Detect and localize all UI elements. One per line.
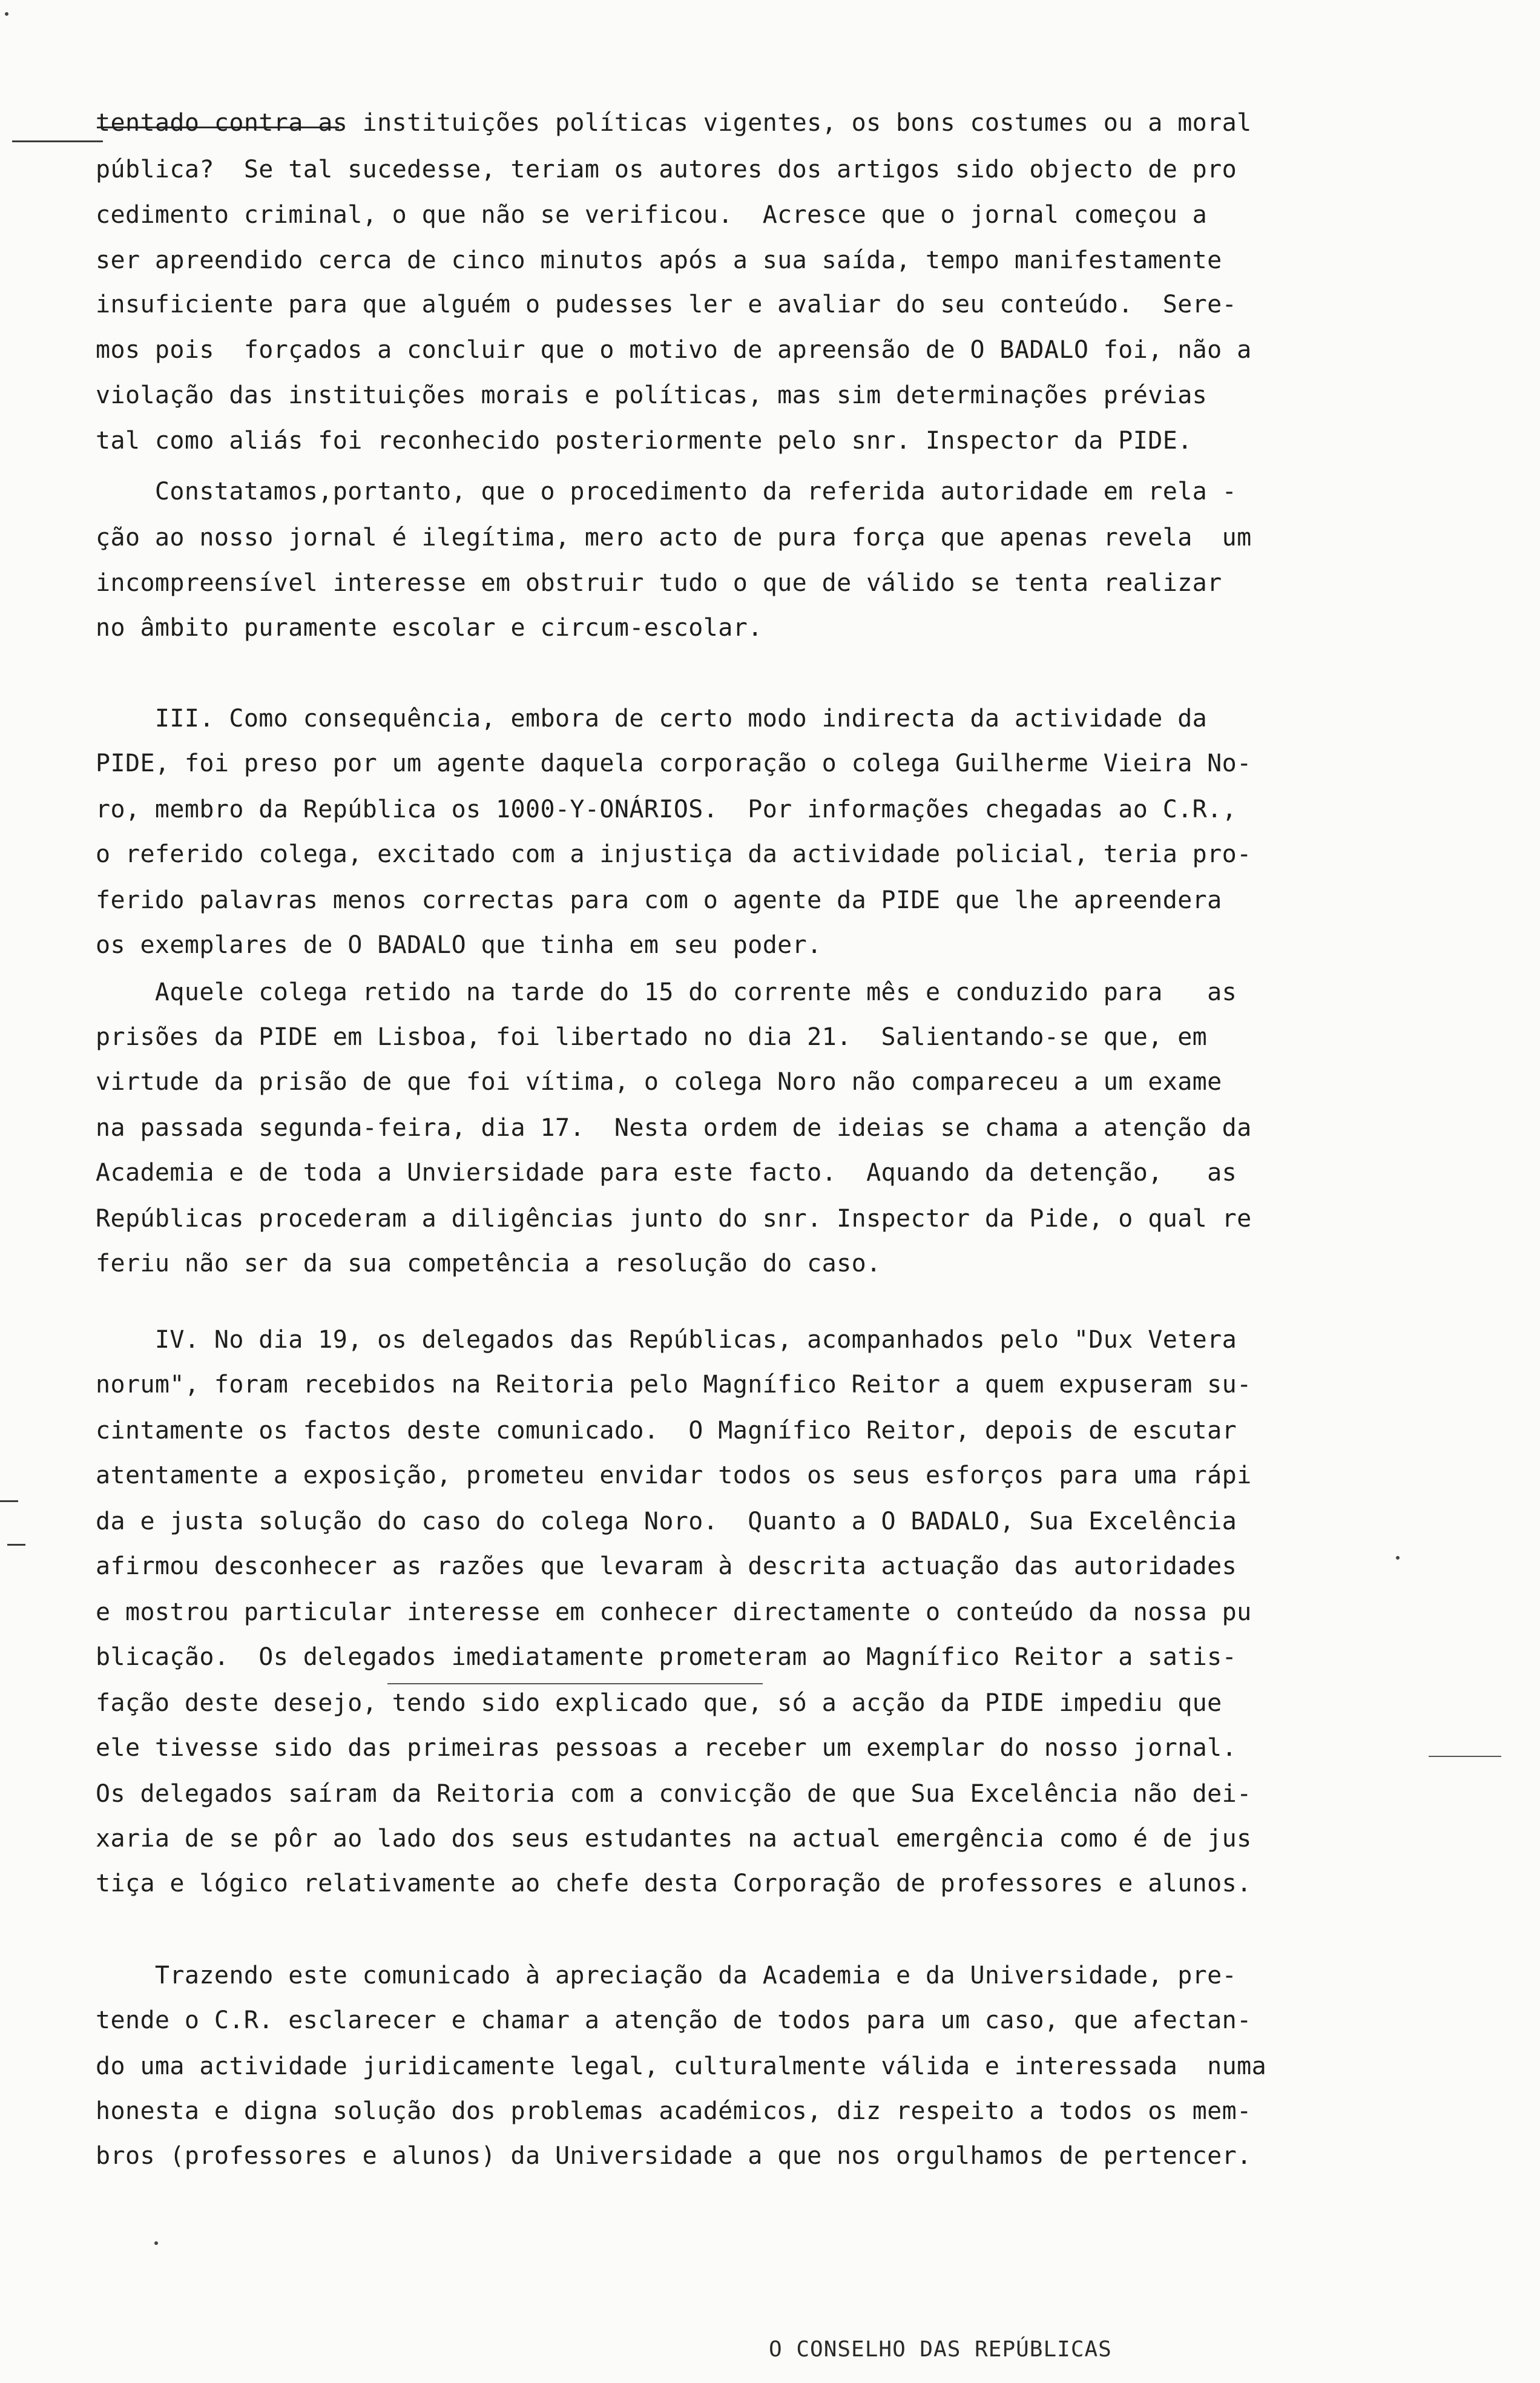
text-line: o referido colega, excitado com a injustiça da actividade policial, teria pro- <box>96 840 1252 868</box>
text-line: tende o C.R. esclarecer e chamar a atenção de todos para um caso, que afectan- <box>96 2006 1252 2034</box>
text-line: Constatamos,portanto, que o procedimento da referida autoridade em rela - <box>96 478 1237 506</box>
text-line: prisões da PIDE em Lisboa, foi libertado no dia 21. Salientando-se que, em <box>96 1023 1208 1051</box>
speck <box>154 2241 158 2245</box>
text-line: Academia e de toda a Unviersidade para este facto. Aquando da detenção, as <box>96 1159 1237 1187</box>
text-line: na passada segunda-feira, dia 17. Nesta ordem de ideias se chama a atenção da <box>96 1114 1252 1142</box>
text-line: da e justa solução do caso do colega Noro. Quanto a O BADALO, Sua Excelência <box>96 1508 1237 1535</box>
text-line: do uma actividade juridicamente legal, culturalmente válida e interessada numa <box>96 2052 1267 2080</box>
text-line: feriu não ser da sua competência a resolução do caso. <box>96 1250 881 1277</box>
text-line: violação das instituições morais e políticas, mas sim determinações prévias <box>96 381 1208 409</box>
signature-line: O CONSELHO DAS REPÚBLICAS <box>769 2337 1112 2362</box>
speck <box>1396 1556 1400 1560</box>
text-line: afirmou desconhecer as razões que levaram à descrita actuação das autoridades <box>96 1552 1237 1580</box>
text-line: mos pois forçados a concluir que o motivo de apreensão de O BADALO foi, não a <box>96 336 1252 364</box>
text-line: blicação. Os delegados imediatamente prometeram ao Magnífico Reitor a satis- <box>96 1643 1237 1671</box>
text-line: Aquele colega retido na tarde do 15 do corrente mês e conduzido para as <box>96 978 1237 1006</box>
text-line: honesta e digna solução dos problemas académicos, diz respeito a todos os mem- <box>96 2097 1252 2125</box>
text-line: III. Como consequência, embora de certo modo indirecta da actividade da <box>96 705 1208 733</box>
text-line: xaria de se pôr ao lado dos seus estudantes na actual emergência como é de jus <box>96 1825 1252 1853</box>
text-line: Trazendo este comunicado à apreciação da Academia e da Universidade, pre- <box>96 1962 1237 1989</box>
text-line: bros (professores e alunos) da Universidade a que nos orgulhamos de pertencer. <box>96 2142 1252 2170</box>
text-line: no âmbito puramente escolar e circum-escolar. <box>96 614 763 642</box>
handwritten-underline <box>387 1683 763 1684</box>
text-line: cintamente os factos deste comunicado. O Magnífico Reitor, depois de escutar <box>96 1417 1237 1445</box>
text-line: ele tivesse sido das primeiras pessoas a receber um exemplar do nosso jornal. <box>96 1734 1237 1762</box>
text-line: ro, membro da República os 1000-Y-ONÁRIOS. Por informações chegadas ao C.R., <box>96 796 1237 823</box>
text-line: pública? Se tal sucedesse, teriam os autores dos artigos sido objecto de pro <box>96 156 1237 183</box>
text-line: ser apreendido cerca de cinco minutos após a sua saída, tempo manifestamente <box>96 246 1222 274</box>
handwritten-underline <box>1429 1756 1501 1757</box>
text-line: fação deste desejo, tendo sido explicado que, só a acção da PIDE impediu que <box>96 1689 1222 1717</box>
text-line: virtude da prisão de que foi vítima, o colega Noro não compareceu a um exame <box>96 1068 1222 1096</box>
text-line: Repúblicas procederam a diligências junto do snr. Inspector da Pide, o qual re <box>96 1205 1252 1233</box>
margin-dash <box>7 1544 25 1546</box>
text-line: ção ao nosso jornal é ilegítima, mero acto de pura força que apenas revela um <box>96 524 1252 552</box>
text-line: PIDE, foi preso por um agente daquela corporação o colega Guilherme Vieira No- <box>96 750 1252 777</box>
margin-line <box>12 140 103 142</box>
speck <box>5 12 8 16</box>
text-line: IV. No dia 19, os delegados das Repúblicas, acompanhados pelo "Dux Vetera <box>96 1326 1237 1354</box>
text-line: norum", foram recebidos na Reitoria pelo Magnífico Reitor a quem expuseram su- <box>96 1371 1252 1399</box>
text-line: Os delegados saíram da Reitoria com a convicção de que Sua Excelência não dei- <box>96 1780 1252 1808</box>
text-line: tal como aliás foi reconhecido posteriormente pelo snr. Inspector da PIDE. <box>96 427 1193 455</box>
text-line: cedimento criminal, o que não se verificou. Acresce que o jornal começou a <box>96 201 1208 229</box>
margin-dash <box>0 1500 18 1502</box>
text-line: insuficiente para que alguém o pudesses ler e avaliar do seu conteúdo. Sere- <box>96 291 1237 318</box>
text-line: atentamente a exposição, prometeu envidar todos os seus esforços para uma rápi <box>96 1462 1252 1489</box>
text-line: os exemplares de O BADALO que tinha em seu poder. <box>96 931 822 959</box>
text-line: tentado contra as instituições políticas vigentes, os bons costumes ou a moral <box>96 109 1252 137</box>
text-line: incompreensível interesse em obstruir tudo o que de válido se tenta realizar <box>96 569 1222 597</box>
text-line: e mostrou particular interesse em conhecer directamente o conteúdo da nossa pu <box>96 1598 1252 1626</box>
text-line: ferido palavras menos correctas para com o agente da PIDE que lhe apreendera <box>96 886 1222 914</box>
text-line: tiça e lógico relativamente ao chefe desta Corporação de professores e alunos. <box>96 1870 1252 1897</box>
